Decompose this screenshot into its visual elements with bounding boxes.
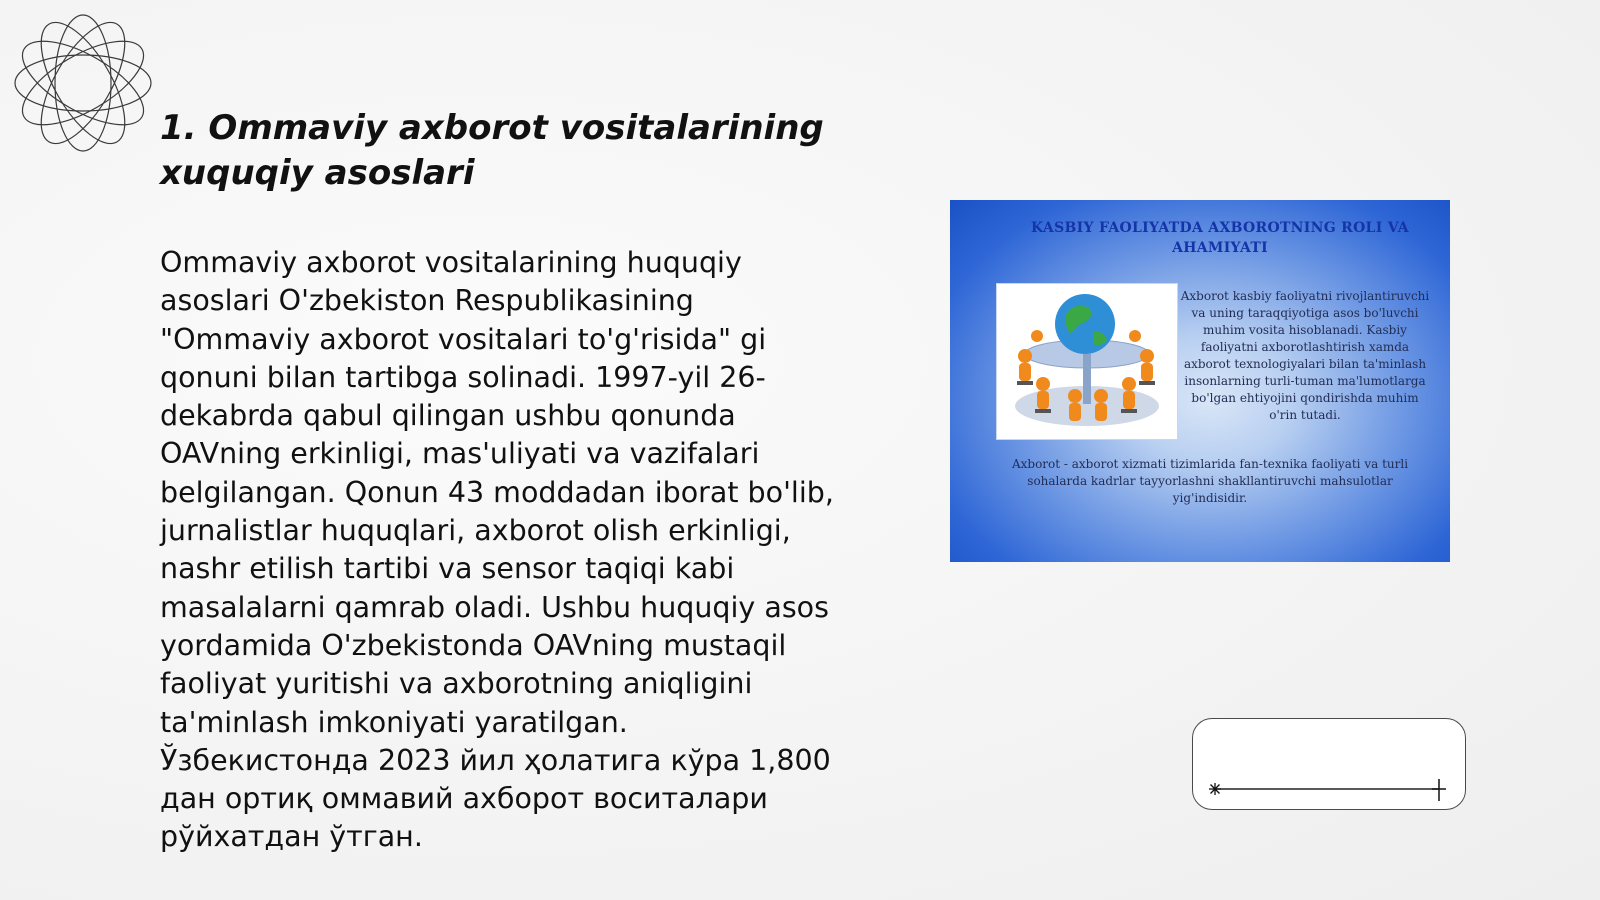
progress-navigation-widget[interactable] (1192, 718, 1466, 810)
image-caption: Axborot - axborot xizmati tizimlarida fan-texnika faoliyati va turli sohalarda kadrlar tayyorlashni shakllantiruvchi mahsulotlar yig'indisidir. (1011, 457, 1409, 505)
circular-ornament-icon (10, 10, 156, 156)
sparkle-icon (1432, 779, 1446, 801)
slide-body-text: Ommaviy axborot vositalarining huquqiy asoslari O'zbekiston Respublikasining "Ommaviy axborot vositalari to'g'risida" gi qonuni bilan tartibga solinadi. 1997-yil 26-dekabrda qabul qilingan ushbu qonunda OAVning erkinligi, mas'uliyati va vazifalari belgilangan. Qonun 43 moddadan iborat bo'lib, jurnalistlar huquqlari, axborot olish erkinligi, nashr etilish tartibi va sensor taqiqi kabi masalalarni qamrab oladi. Ushbu huquqiy asos yordamida O'zbekistonda OAVning mustaqil faoliyat yuritishi va axborotning aniqligini ta'minlash imkoniyati yaratilgan. Ўзбекистонда 2023 йил ҳолатига кўра 1,800 дан ортиқ оммавий ахборот воситалари рўйхатдан ўтган. (160, 246, 834, 854)
image-heading: KASBIY FAOLIYATDA AXBOROTNING ROLI VA AHAMIYATI (1031, 220, 1409, 256)
embedded-slide-image (950, 200, 1450, 562)
burst-icon (1209, 783, 1221, 795)
globe-meeting-illustration (996, 283, 1178, 440)
slide-title: 1. Ommaviy axborot vositalarining xuquqiy asoslari (160, 108, 824, 193)
image-paragraph: Axborot kasbiy faoliyatni rivojlantiruvchi va uning taraqqiyotiga asos bo'luvchi muhim vosita hisoblanadi. Kasbiy faoliyatni axborotlashtirish xamda axborot texnologiyalari bilan ta'minlash insonlarning turli-tuman ma'lumotlarga bo'lgan ehtiyojini qondirishda muhim o'rin tutadi. (1180, 289, 1430, 422)
